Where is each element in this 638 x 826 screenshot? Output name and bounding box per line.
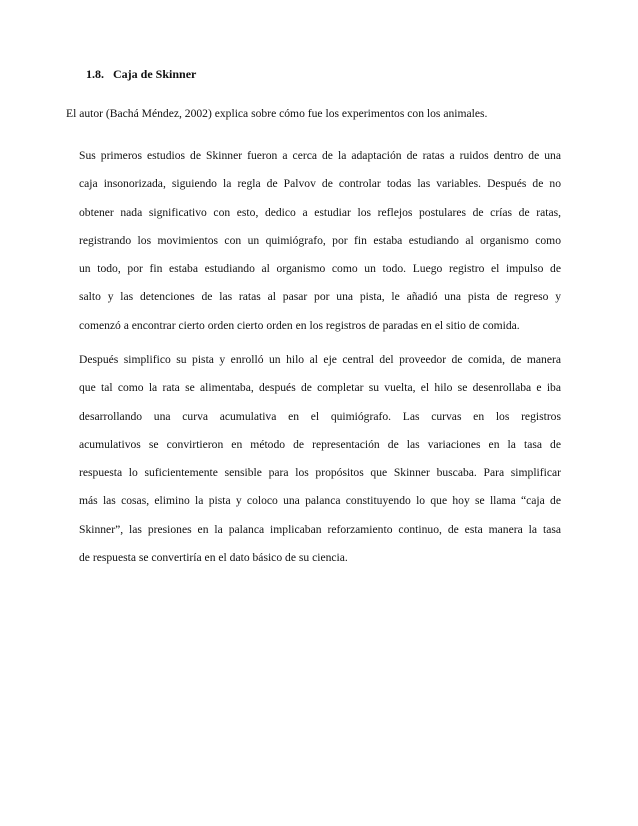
paragraph-2 <box>79 346 561 572</box>
paragraph-line: caja insonorizada, siguiendo la regla de Palvov de controlar todas las variables. Después de no <box>79 177 561 191</box>
paragraph-line: desarrollando una curva acumulativa en el quimiógrafo. Las curvas en los registros <box>79 409 561 423</box>
paragraph-line: respuesta lo suficientemente sensible para los propósitos que Skinner buscaba. Para simplificar <box>79 466 561 480</box>
paragraph-line: registrando los movimientos con un quimiógrafo, por fin estaba estudiando al organismo como <box>79 233 561 247</box>
paragraph-1 <box>79 142 561 340</box>
section-number: 1.8. <box>86 67 104 81</box>
paragraph-line: un todo, por fin estaba estudiando al organismo como un todo. Luego registro el impulso de <box>79 262 561 276</box>
paragraph-line: acumulativos se convirtieron en método de representación de las variaciones en la tasa de <box>79 437 561 451</box>
paragraph-line: más las cosas, elimino la pista y coloco una palanca constituyendo lo que hoy se llama “caja de <box>79 494 561 508</box>
paragraph-line: Sus primeros estudios de Skinner fueron a cerca de la adaptación de ratas a ruidos dentro de una <box>79 149 561 162</box>
intro-sentence: El autor (Bachá Méndez, 2002) explica sobre cómo fue los experimentos con los animales. <box>66 107 488 120</box>
paragraph-line: obtener nada significativo con esto, dedico a estudiar los reflejos postulares de crías de ratas, <box>79 205 561 219</box>
paragraph-line: comenzó a encontrar cierto orden cierto orden en los registros de paradas en el sitio de comida. <box>79 318 520 332</box>
section-title: Caja de Skinner <box>113 67 197 81</box>
paragraph-line: Después simplifico su pista y enrolló un hilo al eje central del proveedor de comida, de manera <box>79 353 561 366</box>
paragraph-line: Skinner”, las presiones en la palanca implicaban reforzamiento continuo, de esta manera la tasa <box>79 522 561 536</box>
paragraph-line: salto y las detenciones de las ratas al pasar por una pista, le añadió una pista de regreso y <box>79 290 561 304</box>
paragraph-line: que tal como la rata se alimentaba, después de completar su vuelta, el hilo se desenrollaba e iba <box>79 381 561 395</box>
section-heading <box>86 66 196 82</box>
paragraph-line: de respuesta se convertiría en el dato básico de su ciencia. <box>79 551 348 565</box>
